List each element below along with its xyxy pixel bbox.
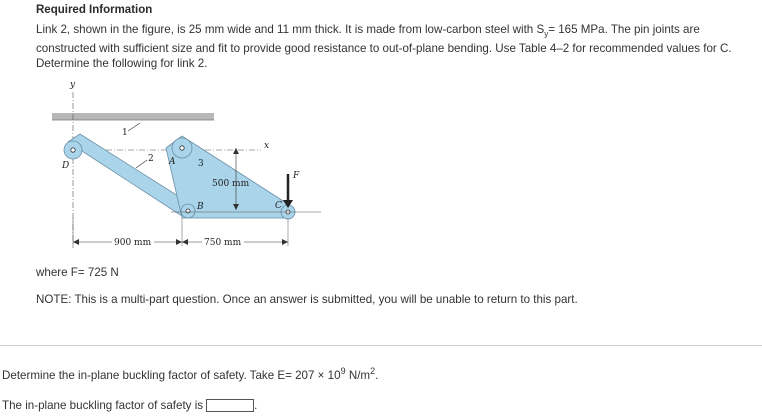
linkage-figure bbox=[36, 78, 336, 253]
label-link-1: 1 bbox=[122, 128, 128, 138]
label-d: D bbox=[62, 161, 70, 171]
label-a: A bbox=[169, 157, 176, 167]
answer-input[interactable] bbox=[206, 399, 254, 412]
label-c: C bbox=[275, 201, 282, 211]
answer-label: The in-plane buckling factor of safety is bbox=[2, 399, 204, 412]
section-heading: Required Information bbox=[36, 4, 153, 16]
problem-statement: Link 2, shown in the figure, is 25 mm wide and 11 mm thick. It is made from low-carbon steel with $S_y= 165$ MPa. The pin joints are constructed with sufficient size and fit to provide good resistance to out-of-plane bending. Use Table 4–2 for recommended values for C. Determine the following for link 2. bbox=[36, 23, 732, 71]
force-label: F bbox=[293, 171, 300, 181]
multi-part-note: NOTE: This is a multi-part question. Once an answer is submitted, you will be unable to return to this part. bbox=[36, 293, 578, 306]
label-b: B bbox=[197, 202, 204, 212]
divider bbox=[0, 345, 762, 346]
dim-900: 900 mm bbox=[114, 238, 152, 248]
force-value-text: where F= 725 N bbox=[36, 266, 119, 279]
label-link-2: 2 bbox=[148, 154, 154, 164]
ground-support bbox=[52, 113, 214, 120]
label-link-3: 3 bbox=[198, 159, 204, 169]
dim-500: 500 mm bbox=[212, 179, 250, 189]
x-axis-label: x bbox=[264, 141, 270, 151]
y-axis-label: y bbox=[70, 80, 76, 90]
question-text: Determine the in-plane buckling factor of safety. Take $E= 207 \times 10^9$ $N/m^2$. bbox=[2, 366, 379, 382]
answer-period: . bbox=[254, 399, 258, 412]
answer-row bbox=[2, 399, 257, 412]
dim-750: 750 mm bbox=[204, 238, 242, 248]
